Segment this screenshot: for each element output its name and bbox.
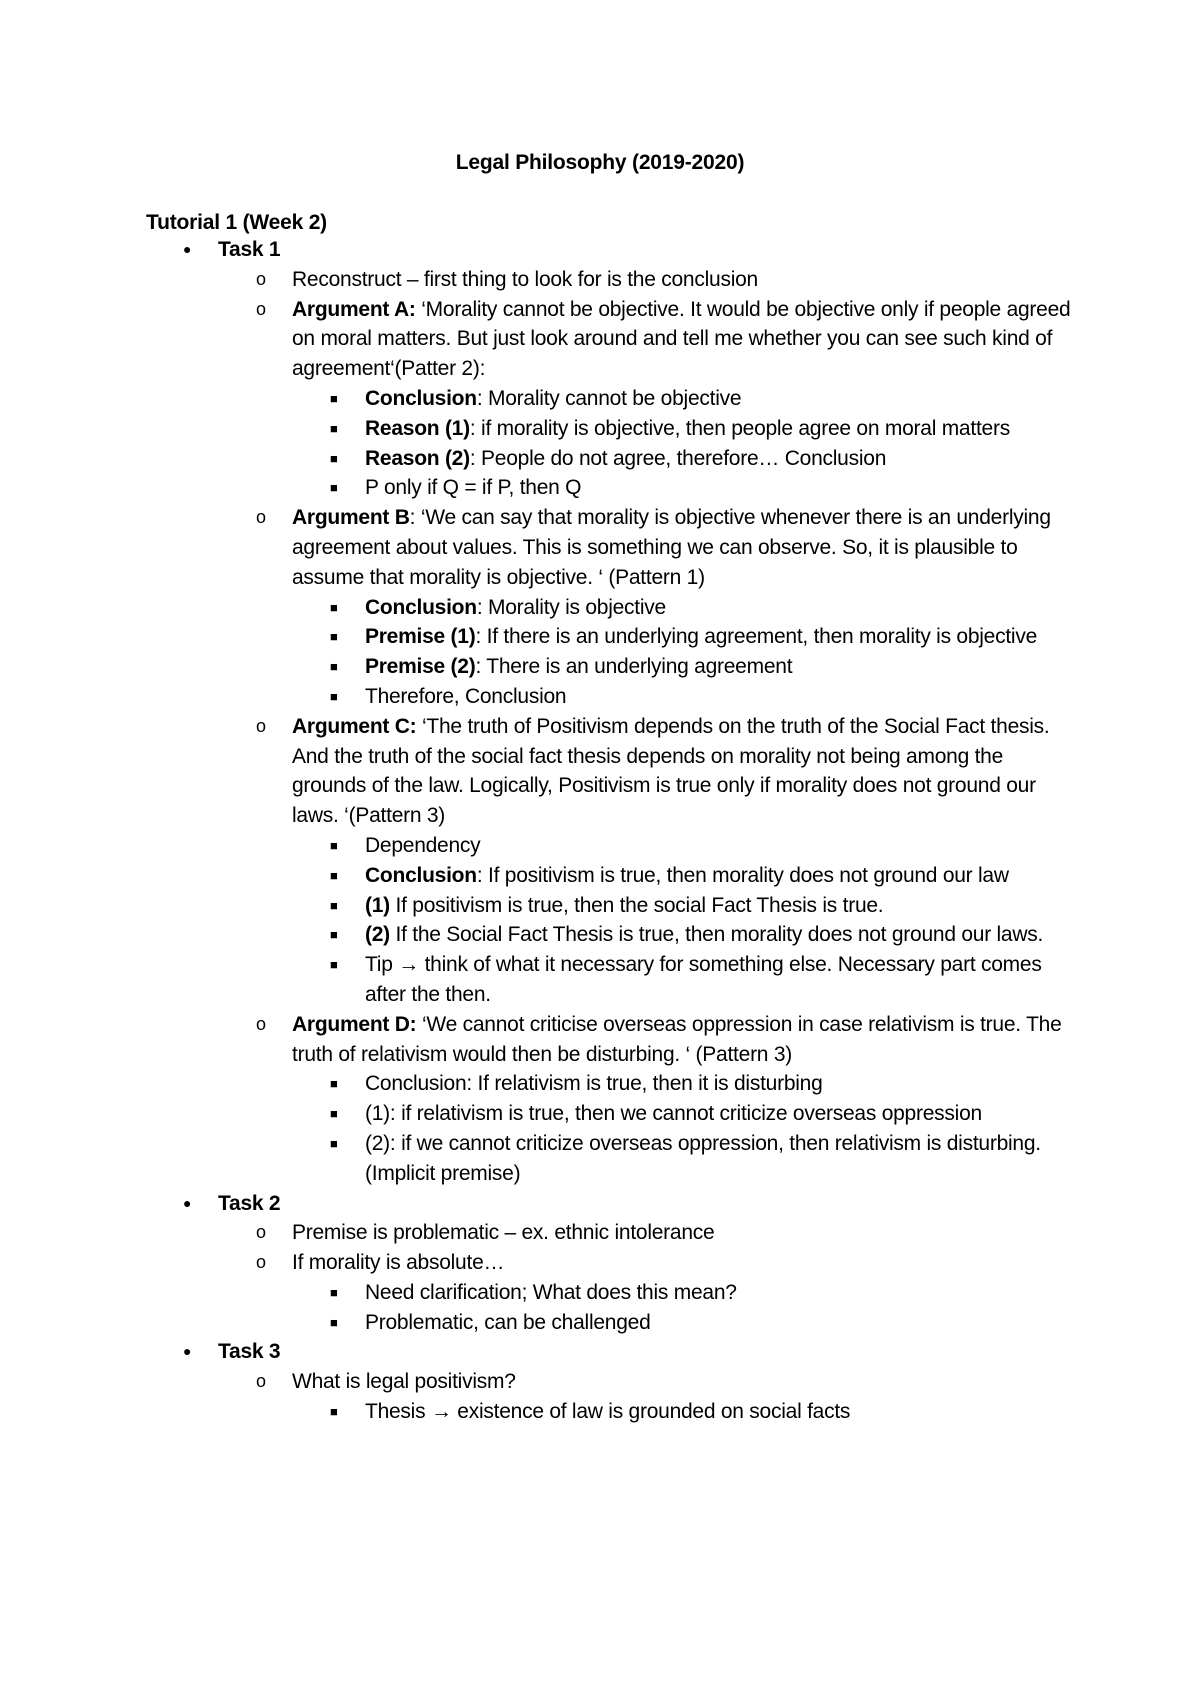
argument-label: Argument A: <box>292 297 416 321</box>
item-text: : If positivism is true, then morality does not ground our law <box>476 863 1009 887</box>
list-item <box>0 920 1065 950</box>
item-text: (2): if we cannot criticize overseas oppression, then relativism is disturbing. (Implicit premise) <box>365 1131 1041 1185</box>
square-marker: ■ <box>330 1076 338 1092</box>
argument-text: ‘Morality cannot be objective. It would be objective only if people agreed on moral matters. But just look around and tell me whether you can see such kind of agreement‘(Patter 2): <box>292 297 1071 381</box>
circle-marker: o <box>256 507 266 528</box>
square-marker: ■ <box>330 927 338 943</box>
list-item <box>0 891 1065 921</box>
square-marker: ■ <box>330 390 338 406</box>
item-text: think of what it necessary for something else. Necessary part comes after the then. <box>365 953 1042 1006</box>
circle-marker: o <box>256 298 266 319</box>
item-label: Premise (2) <box>365 655 476 679</box>
square-marker: ■ <box>330 897 338 913</box>
argument-text: ‘We cannot criticise overseas oppression in case relativism is true. The truth of relativism would then be disturbing. ‘ (Pattern 3) <box>292 1012 1062 1066</box>
argument-label: Argument C: <box>292 714 417 738</box>
item-label: Thesis <box>365 1400 426 1424</box>
arrow-icon: → <box>430 1400 452 1424</box>
task-label: Task 1 <box>218 238 281 261</box>
item-label: Conclusion <box>365 863 477 887</box>
item-text: Reconstruct – first thing to look for is the conclusion <box>292 267 758 291</box>
list-item <box>0 414 1065 444</box>
list-item <box>0 950 1065 1010</box>
square-marker: ■ <box>330 450 338 466</box>
list-item <box>0 1248 1072 1278</box>
item-label: Conclusion <box>365 386 477 410</box>
item-text: (1): if relativism is true, then we cannot criticize overseas oppression <box>365 1102 982 1126</box>
list-item <box>0 473 1065 503</box>
square-marker: ■ <box>330 1284 338 1300</box>
tutorial-heading: Tutorial 1 (Week 2) <box>146 211 327 234</box>
item-text: : Morality is objective <box>476 595 666 619</box>
item-label: Premise (1) <box>365 625 476 649</box>
list-item <box>0 861 1065 891</box>
argument-b <box>0 503 1072 592</box>
argument-text: : ‘We can say that morality is objective whenever there is an underlying agreement about values. This is something we can observe. So, it is plausible to assume that morality is objective. ‘ (Pattern 1) <box>292 506 1051 589</box>
square-marker: ■ <box>330 629 338 645</box>
list-item <box>0 622 1065 652</box>
list-item <box>0 1099 1065 1129</box>
circle-marker: o <box>256 268 266 289</box>
list-item <box>0 1308 1065 1338</box>
argument-text: ‘The truth of Positivism depends on the truth of the Social Fact thesis. And the truth of the social fact thesis depends on morality not being among the grounds of the law. Logically, Positivism is true only if morality does not ground our laws. ‘(Pattern 3) <box>292 714 1050 828</box>
bullet-marker: ● <box>183 1194 192 1211</box>
square-marker: ■ <box>330 1314 338 1330</box>
item-text: Conclusion: If relativism is true, then it is disturbing <box>365 1072 823 1096</box>
item-text: Therefore, Conclusion <box>365 684 567 708</box>
circle-marker: o <box>256 1371 266 1392</box>
item-label: Conclusion <box>365 595 477 619</box>
task-3 <box>0 1337 1200 1367</box>
item-text: Problematic, can be challenged <box>365 1310 651 1334</box>
arrow-icon: → <box>398 953 419 977</box>
list-item <box>0 444 1065 474</box>
list-item <box>0 593 1065 623</box>
item-text: If the Social Fact Thesis is true, then morality does not ground our laws. <box>389 923 1044 947</box>
square-marker: ■ <box>330 599 338 615</box>
list-item <box>0 1218 1072 1248</box>
square-marker: ■ <box>330 420 338 436</box>
bullet-marker: ● <box>183 1343 192 1360</box>
square-marker: ■ <box>330 957 338 973</box>
list-item <box>0 682 1065 712</box>
list-item <box>0 265 1072 295</box>
item-text: Dependency <box>365 833 481 857</box>
square-marker: ■ <box>330 659 338 675</box>
circle-marker: o <box>256 715 266 736</box>
task-label: Task 3 <box>218 1340 281 1364</box>
list-item <box>0 1397 1065 1427</box>
document-title: Legal Philosophy (2019-2020) <box>455 151 745 174</box>
item-text: : People do not agree, therefore… Conclusion <box>469 446 887 470</box>
argument-a <box>0 295 1072 384</box>
circle-marker: o <box>256 1252 266 1273</box>
task-2 <box>0 1189 1200 1219</box>
task-1 <box>0 235 1200 265</box>
item-text: : if morality is objective, then people agree on moral matters <box>469 416 1010 440</box>
bullet-marker: ● <box>183 241 192 257</box>
argument-c <box>0 712 1072 831</box>
item-text: If morality is absolute… <box>292 1251 505 1275</box>
item-text: What is legal positivism? <box>292 1370 516 1394</box>
item-text: : If there is an underlying agreement, then morality is objective <box>475 625 1038 649</box>
argument-d <box>0 1010 1072 1070</box>
square-marker: ■ <box>330 1404 338 1420</box>
argument-label: Argument B <box>292 506 410 530</box>
list-item <box>0 1129 1065 1189</box>
item-label: Reason (2) <box>365 446 470 470</box>
notes-list <box>0 235 1200 1427</box>
square-marker: ■ <box>330 1135 338 1151</box>
list-item <box>0 1069 1065 1099</box>
item-text: : Morality cannot be objective <box>476 386 742 410</box>
item-text: existence of law is grounded on social facts <box>451 1400 851 1424</box>
item-text: Premise is problematic – ex. ethnic intolerance <box>292 1221 715 1245</box>
item-label: Tip <box>365 953 393 977</box>
list-item <box>0 652 1065 682</box>
square-marker: ■ <box>330 1106 338 1122</box>
square-marker: ■ <box>330 480 338 496</box>
item-label: (1) <box>365 893 390 917</box>
item-label: Reason (1) <box>365 416 470 440</box>
circle-marker: o <box>256 1222 266 1243</box>
circle-marker: o <box>256 1013 266 1034</box>
list-item <box>0 831 1065 861</box>
square-marker: ■ <box>330 867 338 883</box>
square-marker: ■ <box>330 688 338 704</box>
argument-label: Argument D: <box>292 1012 417 1036</box>
item-text: P only if Q = if P, then Q <box>365 476 582 500</box>
list-item <box>0 1278 1065 1308</box>
square-marker: ■ <box>330 837 338 853</box>
item-text: Need clarification; What does this mean? <box>365 1280 737 1304</box>
item-text: : There is an underlying agreement <box>475 655 793 679</box>
list-item <box>0 384 1065 414</box>
item-label: (2) <box>365 923 390 947</box>
task-label: Task 2 <box>218 1191 281 1215</box>
item-text: If positivism is true, then the social Fact Thesis is true. <box>389 893 884 917</box>
list-item <box>0 1367 1072 1397</box>
